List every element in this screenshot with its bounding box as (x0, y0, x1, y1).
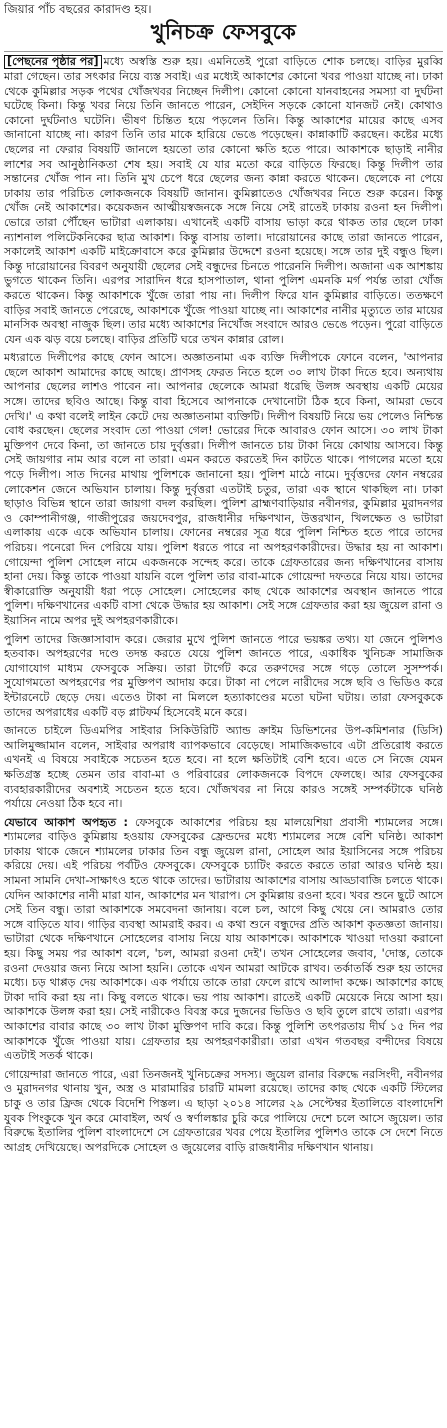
paragraph-1-text: মধ্যে অস্বস্তি শুরু হয়। এমনিতেই পুরো বাড়িতে শোক চলছে। বাড়ির মুরব্বি মারা গেছেন। তার সৎকার নিয়ে ব্যস্ত সবাই। এর মধ্যেই আকাশের কোনো খবর পাওয়া যাচ্ছে না। ঢাকা থেকে কুমিল্লার সড়ক পথের খোঁজখবর নিচ্ছেন দিলীপ। কোনো কোনো যানবাহনের সমস্যা বা দুর্ঘটনা ঘটেছে কিনা। কিন্তু খবর নিয়ে তিনি জানতে পারেন, সেইদিন সড়কে কোনো যানজট নেই। কোথাও কোনো দুর্ঘটনাও ঘটেনি। ভীষণ চিন্তিত হয়ে পড়লেন তিনি। কিন্তু আকাশের মায়ের কাছে এসব জানানো যাচ্ছে না। কারণ তিনি তার মাকে হারিয়ে ভেঙে পড়েছেন। কান্নাকাটি করছেন। কষ্টের মধ্যে ছেলের না ফেরার বিষয়টি জানলে হয়তো তার কোনো ক্ষতি হতে পারে। আকাশকে ছাড়াই নানীর লাশের সব আনুষ্ঠানিকতা শেষ হয়। সবাই যে যার মতো করে বাড়িতে ফিরছে। কিন্তু দিলীপ তার সন্তানের খোঁজ পান না। তিনি মুখ চেপে ধরে ছেলের জন্য কান্না করতে থাকেন। ছেলেকে না পেয়ে ঢাকায় তার পরিচিত লোকজনকে বিষয়টি জানান। কুমিল্লাতেও খোঁজখবর নিতে শুরু করেন। কিন্তু খোঁজ নেই আকাশের। কয়েকজন আত্মীয়স্বজনকে সঙ্গে নিয়ে সেই রাতেই ঢাকায় রওনা হন দিলীপ। ভোরে তারা পৌঁছেন ভাটারা এলাকায়। এখানেই একটি বাসায় ভাড়া করে থাকত তার ছেলে ঢাকা ন্যাশনাল পলিটেকনিকের ছাত্র আকাশ। কিন্তু বাসায় তালা। দারোয়ানের কাছে তারা জানতে পারেন, সকালেই আকাশ একটি মাইক্রোবাসে করে কুমিল্লার উদ্দেশে রওনা হয়েছে। সঙ্গে তার দুই বন্ধুও ছিল। কিন্তু দারোয়ানের বিবরণ অনুযায়ী ছেলের সেই বন্ধুদের চিনতে পারেননি দিলীপ। অজানা এক আশঙ্কায় ভুগতে থাকেন তিনি। এরপর সারাদিন ধরে হাসপাতাল, থানা পুলিশ এমনকি মর্গ পর্যন্ত তারা খোঁজ করতে থাকেন। কিন্তু আকাশকে খুঁজে তারা পায় না। দিলীপ ফিরে যান কুমিল্লার বাড়িতে। ততক্ষণে বাড়ির সবাই জানতে পেরেছে, আকাশকে খুঁজে পাওয়া যাচ্ছে না। আকাশের নানীর মৃত্যুতে তার মায়ের মানসিক অবস্থা নাজুক ছিল। তার মধ্যে আকাশের নিখোঁজ সংবাদে আরও ভেঙে পড়েন। পুরো বাড়িতে যেন এক ঝড় বয়ে চলছে। বাড়ির প্রতিটি ঘরে তখন কান্নার রোল। (4, 55, 443, 346)
paragraph-1 (4, 55, 443, 347)
article-headline: খুনিচক্র ফেসবুকে (150, 20, 297, 45)
paragraph-5-text: ফেসবুকে আকাশের পরিচয় হয় মালয়েশিয়া প্রবাসী শ্যামলের সঙ্গে। শ্যামলের বাড়িও কুমিল্লায় হওয়ায় ফেসবুকের ফ্রেন্ডদের মধ্যে শ্যামলের সঙ্গে বেশি ঘনিষ্ঠ। আকাশ ঢাকায় থাকে জেনে শ্যামলের ঢাকার তিন বন্ধু জুয়েল রানা, সোহেল আর ইয়াসিনের সঙ্গে পরিচয় করিয়ে দেয়। এই পরিচয় পর্বটিও ফেসবুকে। ফেসবুকে চ্যাটিং করতে করতে তারা আরও ঘনিষ্ঠ হয়। সামনা সামনি দেখা-সাক্ষাৎও হতে থাকে তাদের। ভাটারায় আকাশের বাসায় আড্ডাবাজি চলতে থাকে। যেদিন আকাশের নানী মারা যান, আকাশের মন খারাপ। সে কুমিল্লায় রওনা হবে। খবর শুনে ছুটে আসে সেই তিন বন্ধু। তারা আকাশকে সমবেদনা জানায়। বলে চল, আগে কিছু খেয়ে নে। আমরাও তোর সঙ্গে বাড়িতে যাব। গাড়ির ব্যবস্থা আমরাই করব। এ কথা শুনে বন্ধুদের প্রতি আকাশ কৃতজ্ঞতা জানায়। ভাটারা থেকে দক্ষিণখানে সোহেলের বাসায় নিয়ে যায় আকাশকে। আকাশকে খাওয়া দাওয়া করানো হয়। কিছু সময় পর আকাশ বলে, 'চল, আমরা রওনা দেই'। তখন সোহেলের জবাব, 'দোস্ত, তোকে রওনা দেওয়ার জন্য নিয়ে আসা হয়নি। তোকে এখন আমরা আটকে রাখব। তর্কাতর্কি শুরু হয় তাদের মধ্যে। চড় থাপ্পড় দেয় আকাশকে। এক পর্যায়ে তাকে তারা ফেলে রাখে আলাদা কক্ষে। আকাশের কাছে টাকা দাবি করা হয় না। কিছু বলতে থাকে। ভয় পায় আকাশ। রাতেই একটি মেয়েকে নিয়ে আসা হয়। আকাশকে উলঙ্গ করা হয়। সেই নারীকেও বিবস্ত্র করে দুজনের ভিডিও ও ছবি তুলে রাখে তারা। এরপর আকাশের বাবার কাছে ৩০ লাখ টাকা মুক্তিপণ দাবি করে। কিন্তু পুলিশি তৎপরতায় দীর্ঘ ১৫ দিন পর আকাশকে খুঁজে পাওয়া যায়। গ্রেফতার হয় অপহরণকারীরা। তারা এখন গতবছর বন্দীদের বিষয়ে এতটাই সতর্ক থাকে। (4, 815, 443, 1063)
paragraph-2: মধ্যরাতে দিলীপের কাছে ফোন আসে। অজ্ঞাতনামা এক ব্যক্তি দিলীপকে ফোনে বলেন, 'আপনার ছেলে আকাশ আমাদের কাছে আছে। প্রাণসহ ফেরত নিতে হলে ৩০ লাখ টাকা দিতে হবে। অন্যথায় আপনার ছেলের লাশও পাবেন না। আপনার ছেলেকে আমরা ধরেছি উলঙ্গ অবস্থায় একটি মেয়ের সঙ্গে। তাদের ছবিও আছে। কিন্তু বাবা হিসেবে আপনাকে দেখানোটা ঠিক হবে কিনা, আমরা ভেবে দেখি।' এ কথা বলেই লাইন কেটে দেয় অজ্ঞাতনামা ব্যক্তিটি। দিলীপ বিষয়টি নিয়ে ভয় পেলেও নিশ্চিন্ত বোধ করছেন। ছেলের সংবাদ তো পাওয়া গেল! ভোরের দিকে আবারও ফোন আসে। ৩০ লাখ টাকা মুক্তিপণ দেবে কিনা, তা জানতে চায় দুর্বৃত্তরা। দিলীপ জানতে চায় টাকা নিয়ে কোথায় আসবে। কিন্তু সেই জায়গার নাম আর বলে না তারা। এমন করতে করতেই দিন কাটতে থাকে। পাগলের মতো হয়ে পড়ে দিলীপ। সাত দিনের মাথায় পুলিশকে জানানো হয়। পুলিশ মাঠে নামে। দুর্বৃত্তদের ফোন নম্বরের লোকেশন জেনে অভিযান চালায়। কিন্তু দুর্বৃত্তরা এতটাই চতুর, তারা এক স্থানে থাকছিল না। ঢাকা ছাড়াও বিভিন্ন স্থানে তারা জায়গা বদল করছিল। পুলিশ ব্রাহ্মণবাড়িয়ার নবীনগর, কুমিল্লার মুরাদনগর ও কোম্পানীগঞ্জ, গাজীপুরের জয়দেবপুর, রাজধানীর দক্ষিণখান, উত্তরখান, খিলক্ষেত ও ভাটারা এলাকায় একে একে অভিযান চালায়। ফোনের নম্বরের সূত্র ধরে পুলিশ নিশ্চিত হতে পারে তাদের পরিচয়। পনেরো দিন পেরিয়ে যায়। পুলিশ ধরতে পারে না অপহরণকারীদের। উদ্ধার হয় না আকাশ। গোয়েন্দা পুলিশ সোহেল নামে একজনকে সন্দেহ করে। তাকে গ্রেফতারের জন্য দক্ষিণখানের বাসায় হানা দেয়। কিন্তু তাকে পাওয়া যায়নি বলে পুলিশ তার বাবা-মাকে গোয়েন্দা দফতরে নিয়ে যায়। তাদের স্বীকারোক্তি অনুযায়ী ধরা পড়ে সোহেল। সোহেলের কাছ থেকে আকাশের অবস্থান জানতে পারে পুলিশ। দক্ষিণখানের একটি বাসা থেকে উদ্ধার হয় আকাশ। সেই সঙ্গে গ্রেফতার করা হয় জুয়েল রানা ও ইয়াসিন নামে অপর দুই অপহরণকারীকে। (4, 351, 443, 627)
headline-divider (4, 51, 443, 52)
section-subheading: যেভাবে আকাশ অপহৃত : (4, 815, 128, 829)
article-body (4, 55, 443, 1155)
paragraph-3: পুলিশ তাদের জিজ্ঞাসাবাদ করে। জেরার মুখে পুলিশ জানতে পারে ভয়ঙ্কর তথ্য। যা জেনে পুলিশও হতবাক। অপহরণের দণ্ডে তদন্ত করতে যেয়ে পুলিশ জানতে পারে, একাধিক খুনিচক্র সামাজিক যোগাযোগ মাধ্যম ফেসবুকে সক্রিয়। তারা টার্গেট করে তরুণদের সঙ্গে গড়ে তোলে সুসম্পর্ক। সুযোগমতো অপহরণের পর মুক্তিপণ আদায় করে। টাকা না পেলে নারীদের সঙ্গে ছবি ও ভিডিও করে ইন্টারনেটে ছেড়ে দেয়। এতেও টাকা না মিললে হত্যাকাণ্ডের মতো ঘটনা ঘটায়। তারা ফেসবুককে তাদের অপরাধের একটি বড় প্লাটফর্ম হিসেবেই মনে করে। (4, 632, 443, 719)
paragraph-4: জানতে চাইলে ডিএমপির সাইবার সিকিউরিটি অ্যান্ড ক্রাইম ডিভিশনের উপ-কমিশনার (ডিসি) আলিমুজ্জামান বলেন, সাইবার অপরাধ ব্যাপকভাবে বেড়েছে। সামাজিকভাবে এটা প্রতিরোধ করতে এখনই এ বিষয়ে সবাইকে সচেতন হতে হবে। না হলে ক্ষতিটাই বেশি হবে। এতে সে নিজে যেমন ক্ষতিগ্রস্ত হচ্ছে তেমন তার বাবা-মা ও পরিবারের লোকজনকে বিপদে ফেলছে। আর ফেসবুকের ব্যবহারকারীদের অবশ্যই সচেতন হতে হবে। খোঁজখবর না নিয়ে কারও সঙ্গেই সম্পর্কটাকে ঘনিষ্ঠ পর্যায়ে নেওয়া ঠিক হবে না। (4, 724, 443, 811)
previous-article-tail: জিয়ার পাঁচ বছরের কারাদণ্ড হয়। (4, 2, 152, 16)
continued-from-tag: [পেছনের পৃষ্ঠার পর] (4, 55, 102, 69)
paragraph-5 (4, 816, 443, 1064)
paragraph-6: গোয়েন্দারা জানতে পারে, এরা তিনজনই খুনিচক্রের সদস্য। জুয়েল রানার বিরুদ্ধে নরসিংদী, নবীনগর ও মুরাদনগর থানায় খুন, অস্ত্র ও মারামারির চারটি মামলা রয়েছে। তাদের কাছ থেকে একটি স্টিলের চাকু ও তার ফ্রিজ থেকে বিদেশি পিস্তল। এ ছাড়া ২০১৪ সালের ২৯ সেপ্টেম্বর ইতালিতে বাংলাদেশি যুবক পিংকুকে খুন করে মোবাইল, অর্থ ও স্বর্ণালঙ্কার চুরি করে পালিয়ে দেশে চলে আসে জুয়েল। তার বিরুদ্ধে ইতালির পুলিশ বাংলাদেশে সে গ্রেফতারের খবর পেয়ে ইতালির পুলিশও তাকে সে দেশে নিতে আগ্রহ দেখিয়েছে। অপরদিকে সোহেল ও জুয়েলের বাড়ি রাজধানীর দক্ষিণখান থানায়। (4, 1067, 443, 1154)
